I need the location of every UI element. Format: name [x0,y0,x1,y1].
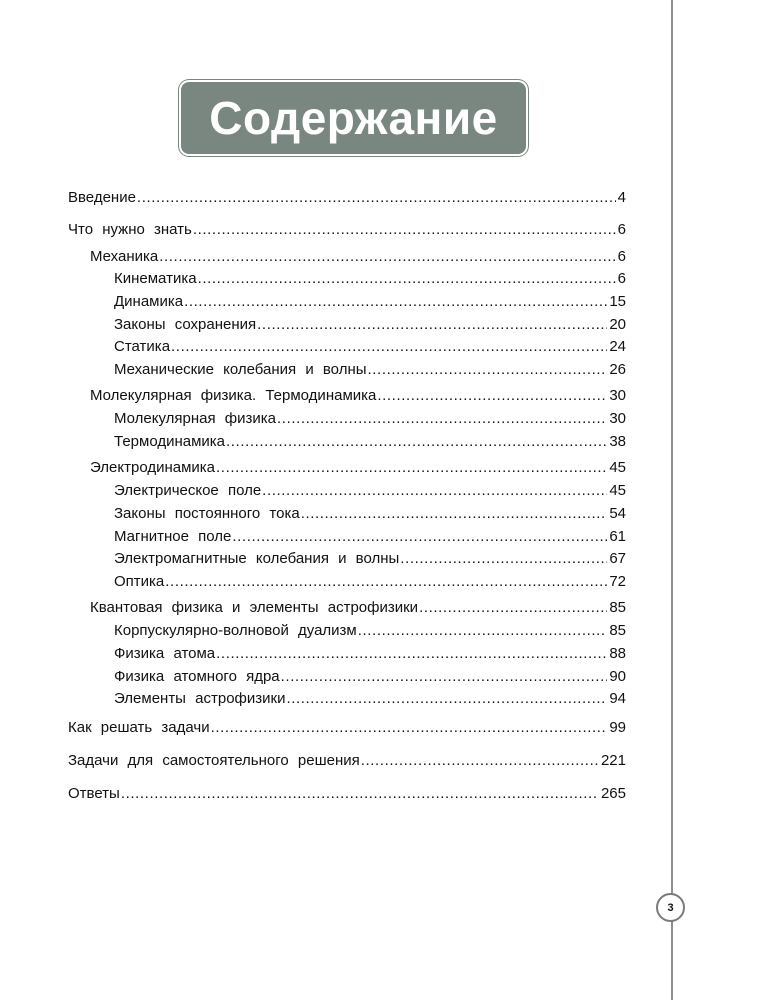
toc-leader-dots [377,386,607,406]
toc-entry-label: Механика [90,248,159,265]
toc-entry-label: Статика [114,338,171,355]
toc-leader-dots [368,360,608,380]
toc-leader-dots [232,527,607,547]
toc-entry-page: 6 [617,248,626,265]
toc-entry-electrodynamics[interactable] [90,458,626,478]
toc-entry-atomic-physics[interactable] [114,644,626,664]
toc-entry-label: Термодинамика [114,433,226,450]
toc-entry-label: Механические колебания и волны [114,361,367,378]
toc-entry-label: Корпускулярно-волновой дуализм [114,622,357,639]
page-title [181,82,526,154]
toc-entry-page: 6 [617,221,626,238]
toc-entry-label: Электромагнитные колебания и волны [114,550,400,567]
toc-entry-wave-particle[interactable] [114,621,626,641]
toc-leader-dots [165,572,607,592]
toc-entry-page: 88 [609,645,626,662]
toc-entry-molecular-physics[interactable] [114,409,626,429]
toc-entry-page: 6 [617,270,626,287]
toc-entry-page: 90 [609,668,626,685]
toc-entry-page: 24 [609,338,626,355]
toc-leader-dots [216,644,607,664]
toc-leader-dots [226,432,607,452]
toc-entry-quantum-astro[interactable] [90,598,626,618]
toc-entry-page: 45 [609,459,626,476]
toc-leader-dots [262,481,607,501]
toc-entry-conservation-laws[interactable] [114,315,626,335]
toc-entry-mechanical-oscillations[interactable] [114,360,626,380]
toc-entry-page: 72 [609,573,626,590]
toc-entry-optics[interactable] [114,572,626,592]
toc-leader-dots [257,315,607,335]
toc-leader-dots [277,409,607,429]
toc-leader-dots [361,751,599,771]
toc-entry-molecular-thermo[interactable] [90,386,626,406]
toc-leader-dots [358,621,608,641]
toc-leader-dots [171,337,607,357]
toc-entry-statics[interactable] [114,337,626,357]
page-number-badge [656,893,685,922]
toc-entry-label: Введение [68,189,136,206]
toc-entry-electric-field[interactable] [114,481,626,501]
toc-entry-page: 85 [609,622,626,639]
toc-entry-page: 38 [609,433,626,450]
toc-leader-dots [419,598,607,618]
toc-leader-dots [184,292,607,312]
toc-leader-dots [198,269,616,289]
toc-leader-dots [211,718,608,738]
toc-leader-dots [121,784,599,804]
toc-entry-how-to-solve[interactable] [68,718,626,738]
toc-entry-page: 99 [609,719,626,736]
toc-entry-page: 265 [600,785,626,802]
toc-entry-label: Законы сохранения [114,316,257,333]
toc-leader-dots [301,504,608,524]
toc-leader-dots [281,667,608,687]
toc-entry-label: Физика атомного ядра [114,668,280,685]
toc-entry-introduction[interactable] [68,188,626,208]
toc-entry-label: Электродинамика [90,459,216,476]
toc-entry-page: 20 [609,316,626,333]
toc-entry-magnetic-field[interactable] [114,527,626,547]
toc-entry-label: Кинематика [114,270,197,287]
toc-entry-label: Оптика [114,573,165,590]
toc-leader-dots [193,220,616,240]
toc-entry-label: Элементы астрофизики [114,690,286,707]
toc-entry-page: 94 [609,690,626,707]
side-rule [671,0,673,1000]
toc-entry-label: Задачи для самостоятельного решения [68,752,360,769]
toc-entry-page: 26 [609,361,626,378]
toc-entry-mechanics[interactable] [90,247,626,267]
toc-entry-thermodynamics[interactable] [114,432,626,452]
toc-leader-dots [159,247,615,267]
toc-leader-dots [286,689,607,709]
toc-entry-dynamics[interactable] [114,292,626,312]
toc-entry-kinematics[interactable] [114,269,626,289]
toc-entry-label: Ответы [68,785,120,802]
toc-entry-dc-laws[interactable] [114,504,626,524]
toc-leader-dots [400,549,607,569]
toc-entry-page: 45 [609,482,626,499]
toc-entry-label: Физика атома [114,645,216,662]
toc-entry-label: Электрическое поле [114,482,262,499]
toc-entry-what-to-know[interactable] [68,220,626,240]
toc-entry-label: Магнитное поле [114,528,232,545]
toc-leader-dots [137,188,616,208]
toc-entry-label: Динамика [114,293,184,310]
toc-entry-label: Квантовая физика и элементы астрофизики [90,599,419,616]
page-title-text: Содержание [209,92,498,144]
toc-entry-page: 85 [609,599,626,616]
toc-entry-page: 15 [609,293,626,310]
page-number: 3 [667,901,674,914]
toc-entry-page: 61 [609,528,626,545]
toc-entry-self-study-problems[interactable] [68,751,626,771]
toc-leader-dots [216,458,607,478]
toc-entry-page: 67 [609,550,626,567]
toc-entry-label: Молекулярная физика [114,410,277,427]
toc-entry-label: Законы постоянного тока [114,505,300,522]
toc-entry-answers[interactable] [68,784,626,804]
toc-entry-page: 30 [609,387,626,404]
toc-entry-page: 54 [609,505,626,522]
toc-entry-astrophysics[interactable] [114,689,626,709]
toc-entry-page: 221 [600,752,626,769]
toc-entry-label: Молекулярная физика. Термодинамика [90,387,377,404]
toc-entry-em-oscillations[interactable] [114,549,626,569]
toc-entry-page: 30 [609,410,626,427]
toc-entry-nuclear-physics[interactable] [114,667,626,687]
toc-entry-label: Как решать задачи [68,719,210,736]
toc-entry-label: Что нужно знать [68,221,192,238]
toc-entry-page: 4 [617,189,626,206]
